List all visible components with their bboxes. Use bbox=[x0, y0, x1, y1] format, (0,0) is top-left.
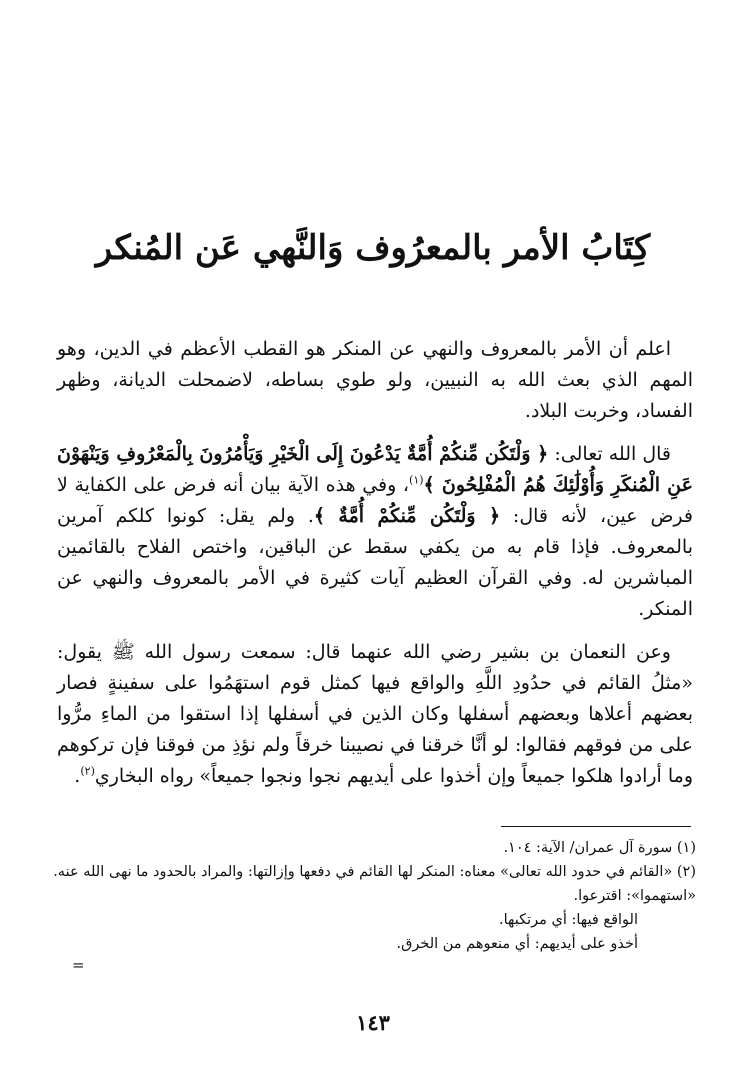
chapter-title: كِتَابُ الأمر بالمعرُوف وَالنَّهي عَن المُنكر bbox=[95, 228, 651, 268]
paragraph-intro: اعلم أن الأمر بالمعروف والنهي عن المنكر هو القطب الأعظم في الدين، وهو المهم الذي بعث الله به النبيين، ولو طوي بساطه، لاضمحلت الديانة، وظهر الفساد، وخربت البلاد. bbox=[57, 338, 693, 422]
verse-commentary-end: . ولم يقل: كونوا كلكم آمرين بالمعروف. فإذا قام به من يكفي سقط عن الباقين، واختص الفلاح بالقائمين المباشرين له. وفي القرآن العظيم آيات كثيرة في الأمر بالمعروف والنهي عن المنكر. bbox=[57, 505, 693, 620]
footnote-2-line-3: أخذو على أيديهم: أي منعوهم من الخرق. bbox=[396, 936, 638, 952]
verse-intro-text: قال الله تعالى: bbox=[548, 443, 672, 465]
footnotes bbox=[50, 836, 696, 956]
footnote-2: (٢) «القائم في حدود الله تعالى» معناه: المنكر لها القائم في دفعها وإزالتها: والمراد بالحدود ما نهى الله عنه. «استهموا»: اقترعوا. bbox=[53, 864, 696, 904]
footnote-1: (١) سورة آل عمران/ الآية: ١٠٤. bbox=[503, 840, 696, 856]
footnote-2-line-2: الواقع فيها: أي مرتكبها. bbox=[498, 912, 638, 928]
footnote-ref-2[interactable]: (٢) bbox=[80, 764, 95, 778]
continuation-mark: = bbox=[72, 956, 85, 974]
paragraph-quran-verse bbox=[57, 439, 693, 625]
footnote-divider bbox=[501, 826, 691, 827]
quran-verse-excerpt: ﴿ وَلْتَكُن مِّنكُمْ أُمَّةٌ ﴾ bbox=[313, 505, 501, 527]
verse-commentary: ، وفي هذه الآية بيان أنه فرض على الكفاية لا فرض عين، لأنه قال: bbox=[57, 474, 693, 527]
hadith-text: وعن النعمان بن بشير رضي الله عنهما قال: سمعت رسول الله ﷺ يقول: «مثلُ القائم في حدُودِ اللَّهِ والواقع فيها كمثل قوم استهَمُوا على سفينةٍ فصار بعضهم أعلاها وبعضهم أسفلها وكان الذين في أسفلها إذا استقوا من الماءِ مرُّوا على من فوقهم فقالوا: لو أنَّا خرقنا في نصيبنا خرقاً ولم نؤذِ من فوقنا فإن تركوهم وما أرادوا هلكوا جميعاً وإن أخذوا على أيديهم نجوا ونجوا جميعاً» رواه البخاري bbox=[57, 641, 693, 787]
hadith-end: . bbox=[74, 765, 81, 787]
main-text bbox=[57, 334, 693, 804]
page-number: ١٤٣ bbox=[356, 1010, 390, 1035]
quran-verse: ﴿ وَلْتَكُن مِّنكُمْ أُمَّةٌ يَدْعُونَ إِلَى الْخَيْرِ وَيَأْمُرُونَ بِالْمَعْرُوفِ وَيَنْهَوْنَ عَنِ الْمُنكَرِ وَأُوْلَٰئِكَ هُمُ الْمُفْلِحُونَ ﴾ bbox=[57, 443, 693, 496]
footnote-ref-1[interactable]: (١) bbox=[409, 473, 424, 487]
paragraph-hadith bbox=[57, 637, 693, 792]
